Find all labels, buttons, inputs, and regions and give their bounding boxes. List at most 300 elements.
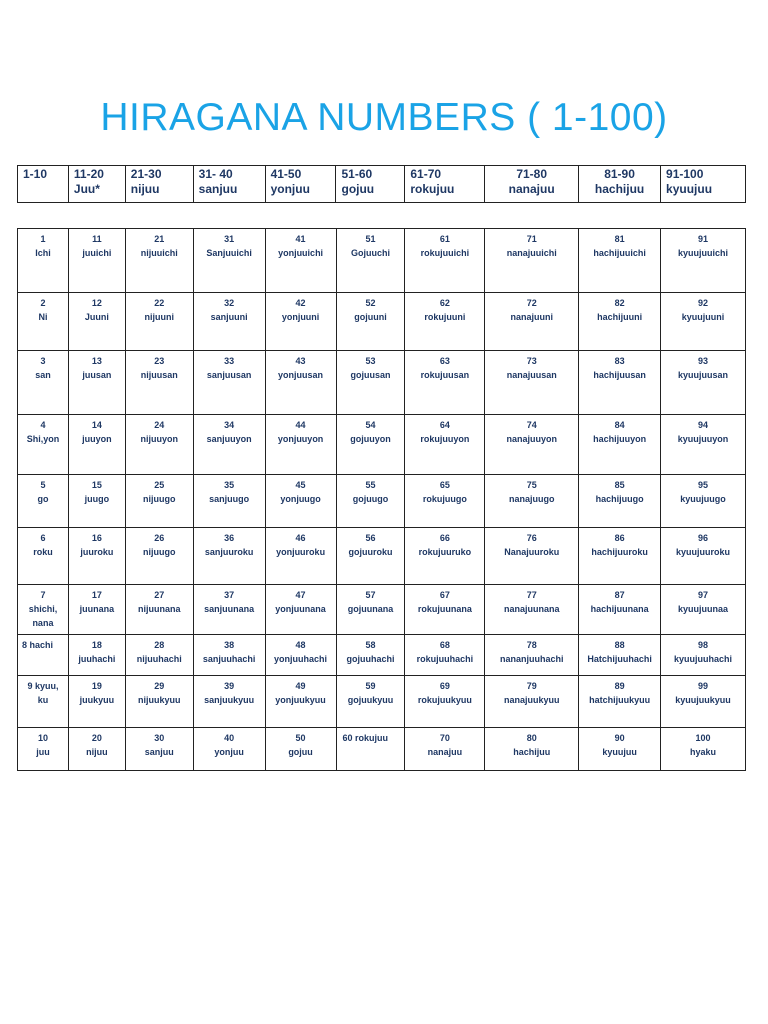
number-reading: kyuujuugo	[680, 494, 726, 504]
number-cell	[661, 229, 746, 293]
number-value: 46	[295, 533, 306, 543]
number-reading: kyuujuusan	[678, 370, 729, 380]
number-value: 100	[695, 733, 711, 743]
number-cell	[336, 528, 405, 585]
number-value: 53	[365, 356, 376, 366]
number-value: 19	[91, 681, 102, 691]
header-name: nijuu	[130, 182, 160, 196]
number-reading: yonjuuichi	[278, 248, 324, 258]
number-reading: yonjuuyon	[277, 434, 324, 444]
number-cell	[125, 475, 193, 528]
number-reading: juuichi	[82, 248, 112, 258]
number-value: 51	[365, 234, 376, 244]
number-value: 27	[154, 590, 165, 600]
number-value: 67	[439, 590, 450, 600]
number-value: 18	[91, 640, 102, 650]
number-cell	[579, 635, 661, 676]
number-value: 87	[614, 590, 625, 600]
number-reading: sanjuuhachi	[202, 654, 256, 664]
number-reading: yonjuugo	[280, 494, 321, 504]
number-reading: san	[35, 370, 51, 380]
number-value: 69	[439, 681, 450, 691]
header-cell-31-40	[193, 166, 265, 203]
number-value: 57	[365, 590, 376, 600]
number-cell	[661, 528, 746, 585]
number-reading: yonjuukyuu	[275, 695, 326, 705]
header-name: nanajuu	[508, 182, 555, 196]
number-cell	[485, 475, 579, 528]
number-reading: juugo	[84, 494, 110, 504]
number-value: 91	[698, 234, 709, 244]
number-cell	[336, 293, 405, 351]
number-reading: sanjuuni	[210, 312, 248, 322]
number-cell	[193, 293, 265, 351]
number-reading: kyuujuukyuu	[675, 695, 731, 705]
number-cell	[405, 676, 485, 728]
number-cell	[661, 676, 746, 728]
header-name: gojuu	[341, 182, 375, 196]
number-value: 97	[698, 590, 709, 600]
number-cell	[661, 635, 746, 676]
number-cell	[485, 676, 579, 728]
number-reading: rokujuuyon	[420, 434, 470, 444]
number-value: 48	[295, 640, 306, 650]
header-name: yonjuu	[270, 182, 310, 196]
number-cell	[336, 475, 405, 528]
number-cell	[68, 635, 125, 676]
header-cell-21-30	[125, 166, 193, 203]
number-reading: hachijuuni	[597, 312, 643, 322]
decade-header-row	[18, 166, 746, 203]
number-reading: hachijuuyon	[593, 434, 647, 444]
header-range: 61-70	[410, 167, 442, 181]
number-cell	[193, 528, 265, 585]
number-cell	[265, 475, 336, 528]
number-value: 50	[295, 733, 306, 743]
number-value: 55	[365, 480, 376, 490]
number-value: 11	[92, 234, 102, 244]
header-range: 71-80	[516, 167, 548, 181]
number-cell	[125, 293, 193, 351]
number-value: 61	[439, 234, 450, 244]
number-reading: yonjuu	[214, 747, 244, 757]
header-cell-1-10	[18, 166, 69, 203]
number-cell	[265, 415, 336, 475]
number-value: 22	[154, 298, 165, 308]
number-reading: nijuuyon	[140, 434, 178, 444]
header-name: rokujuu	[410, 182, 455, 196]
number-cell	[125, 229, 193, 293]
number-reading: hachijuugo	[595, 494, 644, 504]
header-name: kyuujuu	[666, 182, 713, 196]
number-cell	[193, 351, 265, 415]
number-value: 98	[698, 640, 709, 650]
number-value: 77	[526, 590, 537, 600]
number-value: 10	[37, 733, 48, 743]
number-reading: roku	[33, 547, 53, 557]
number-cell	[579, 676, 661, 728]
number-reading: nanajuunana	[503, 604, 560, 614]
number-value: 93	[698, 356, 709, 366]
number-reading: hachijuuroku	[591, 547, 648, 557]
number-cell	[661, 475, 746, 528]
number-cell	[125, 528, 193, 585]
table-row	[18, 528, 746, 585]
number-value: 41	[295, 234, 306, 244]
number-cell	[125, 728, 193, 771]
number-reading: nijuuhachi	[136, 654, 182, 664]
number-cell	[336, 635, 405, 676]
number-reading: rokujuuruko	[418, 547, 472, 557]
table-row	[18, 728, 746, 771]
number-cell	[265, 528, 336, 585]
number-value: 94	[698, 420, 709, 430]
number-cell	[265, 635, 336, 676]
number-reading: yonjuunana	[275, 604, 326, 614]
number-cell	[265, 585, 336, 635]
number-cell	[193, 229, 265, 293]
number-value: 80	[526, 733, 537, 743]
number-value: 92	[698, 298, 709, 308]
number-reading: yonjuuhachi	[274, 654, 328, 664]
table-row	[18, 415, 746, 475]
number-cell	[336, 229, 405, 293]
number-cell	[18, 475, 69, 528]
number-value: 8 hachi	[22, 640, 54, 650]
number-value: 2	[40, 298, 46, 308]
number-reading: nanajuugo	[508, 494, 555, 504]
number-reading: rokujuuhachi	[416, 654, 474, 664]
number-value: 73	[526, 356, 537, 366]
number-reading: rokujuuichi	[420, 248, 470, 258]
number-cell	[405, 351, 485, 415]
number-reading: Gojuuchi	[350, 248, 390, 258]
number-value: 63	[439, 356, 450, 366]
header-range: 91-100	[666, 167, 704, 181]
header-cell-41-50	[265, 166, 336, 203]
number-cell	[485, 528, 579, 585]
number-cell	[18, 415, 69, 475]
number-value: 82	[614, 298, 625, 308]
number-value: 39	[224, 681, 235, 691]
number-cell	[125, 415, 193, 475]
number-value: 86	[614, 533, 625, 543]
number-reading: kyuujuuhachi	[674, 654, 733, 664]
number-cell	[485, 229, 579, 293]
number-reading: nijuunana	[138, 604, 181, 614]
number-value: 72	[526, 298, 537, 308]
number-reading: hachijuunana	[590, 604, 649, 614]
number-reading: rokujuukyuu	[417, 695, 472, 705]
table-row	[18, 351, 746, 415]
number-value: 40	[224, 733, 235, 743]
number-value: 74	[526, 420, 537, 430]
number-cell	[579, 351, 661, 415]
number-reading: Nanajuuroku	[504, 547, 560, 557]
number-reading: kyuujuuroku	[676, 547, 731, 557]
number-value: 56	[365, 533, 376, 543]
number-value: 33	[224, 356, 235, 366]
number-value: 54	[365, 420, 376, 430]
number-cell	[579, 528, 661, 585]
number-reading: sanjuunana	[204, 604, 255, 614]
number-reading: nijuukyuu	[138, 695, 181, 705]
number-reading: rokujuugo	[422, 494, 467, 504]
number-value: 99	[698, 681, 709, 691]
number-value: 36	[224, 533, 235, 543]
number-reading: juuhachi	[78, 654, 116, 664]
number-reading: juuroku	[80, 547, 114, 557]
number-value: 65	[439, 480, 450, 490]
number-reading: gojuukyuu	[347, 695, 394, 705]
number-value: 64	[439, 420, 450, 430]
number-value: 7	[40, 590, 46, 600]
header-range: 51-60	[341, 167, 373, 181]
number-value: 5	[40, 480, 46, 490]
number-cell	[18, 676, 69, 728]
header-range: 31- 40	[198, 167, 233, 181]
number-value: 44	[295, 420, 306, 430]
number-cell	[579, 415, 661, 475]
number-reading: rokujuusan	[420, 370, 470, 380]
header-cell-91-100	[661, 166, 746, 203]
header-cell-71-80	[485, 166, 579, 203]
number-value: 35	[224, 480, 235, 490]
number-reading: juu	[36, 747, 50, 757]
number-value: 1	[40, 234, 46, 244]
number-value: 96	[698, 533, 709, 543]
number-cell	[405, 293, 485, 351]
number-reading: shichi,	[28, 604, 58, 614]
number-cell	[579, 585, 661, 635]
number-cell	[661, 351, 746, 415]
number-value: 84	[614, 420, 625, 430]
number-reading: sanjuuyon	[206, 434, 252, 444]
number-value: 28	[154, 640, 165, 650]
number-value: 3	[40, 356, 46, 366]
number-cell	[68, 475, 125, 528]
number-reading: nijuuni	[144, 312, 174, 322]
number-cell	[68, 728, 125, 771]
number-cell	[265, 351, 336, 415]
table-row	[18, 229, 746, 293]
number-reading: gojuugo	[352, 494, 389, 504]
number-reading: yonjuuroku	[276, 547, 326, 557]
number-value: 30	[154, 733, 165, 743]
number-cell	[193, 475, 265, 528]
number-value: 14	[91, 420, 102, 430]
number-value: 38	[224, 640, 235, 650]
number-cell	[336, 676, 405, 728]
number-value: 75	[526, 480, 537, 490]
header-range: 81-90	[604, 167, 635, 181]
number-reading: Hatchijuuhachi	[587, 654, 652, 664]
number-cell	[336, 585, 405, 635]
number-value: 20	[91, 733, 102, 743]
number-cell	[485, 415, 579, 475]
header-cell-61-70	[405, 166, 485, 203]
number-reading: gojuuyon	[350, 434, 391, 444]
number-cell	[579, 293, 661, 351]
number-cell	[336, 351, 405, 415]
number-value: 58	[365, 640, 376, 650]
number-reading: yonjuusan	[278, 370, 324, 380]
number-reading: Ni	[38, 312, 48, 322]
header-name: sanjuu	[198, 182, 238, 196]
number-cell	[18, 351, 69, 415]
number-reading: sanjuuroku	[204, 547, 254, 557]
header-range: 11-20	[73, 167, 104, 181]
number-reading: rokujuuni	[424, 312, 466, 322]
numbers-table	[17, 228, 746, 771]
number-value: 47	[295, 590, 306, 600]
number-cell	[405, 415, 485, 475]
number-cell	[68, 528, 125, 585]
number-cell	[405, 635, 485, 676]
number-reading: gojuuhachi	[346, 654, 395, 664]
number-reading: juusan	[82, 370, 112, 380]
number-value: 70	[439, 733, 450, 743]
number-reading: nanajuu	[427, 747, 463, 757]
header-cell-51-60	[336, 166, 405, 203]
number-reading: kyuujuu	[602, 747, 637, 757]
number-reading: hachijuu	[513, 747, 551, 757]
number-cell	[193, 585, 265, 635]
number-reading: nanajuukyuu	[503, 695, 560, 705]
number-cell	[265, 293, 336, 351]
number-reading: go	[37, 494, 49, 504]
number-value: 42	[295, 298, 306, 308]
number-reading: sanjuu	[144, 747, 174, 757]
number-reading: juuyon	[82, 434, 112, 444]
header-name: hachijuu	[594, 182, 645, 196]
number-cell	[125, 585, 193, 635]
number-value: 83	[614, 356, 625, 366]
number-value: 45	[295, 480, 306, 490]
number-cell	[193, 415, 265, 475]
number-cell	[579, 229, 661, 293]
number-reading: Shi,yon	[26, 434, 60, 444]
number-cell	[485, 351, 579, 415]
number-reading: kyuujuunaa	[678, 604, 729, 614]
number-value: 6	[40, 533, 46, 543]
number-cell	[485, 635, 579, 676]
number-reading: nananjuuhachi	[499, 654, 564, 664]
header-range: 21-30	[130, 167, 162, 181]
number-value: 76	[526, 533, 537, 543]
header-cell-11-20	[68, 166, 125, 203]
number-cell	[18, 635, 69, 676]
table-row	[18, 635, 746, 676]
number-reading: nijuu	[86, 747, 108, 757]
number-reading: Ichi	[35, 248, 51, 258]
number-value: 49	[295, 681, 306, 691]
number-reading: nijuusan	[140, 370, 178, 380]
number-value: 79	[526, 681, 537, 691]
number-reading: hachijuuichi	[593, 248, 646, 258]
number-reading: kyuujuuichi	[678, 248, 729, 258]
number-reading: gojuunana	[347, 604, 394, 614]
number-reading: gojuuni	[354, 312, 387, 322]
number-value: 71	[526, 234, 537, 244]
number-cell	[579, 728, 661, 771]
table-row	[18, 585, 746, 635]
number-value: 66	[439, 533, 450, 543]
header-range: 41-50	[270, 167, 302, 181]
table-row	[18, 475, 746, 528]
number-reading: kyuujuuni	[681, 312, 725, 322]
number-cell	[265, 229, 336, 293]
number-value: 16	[91, 533, 102, 543]
number-cell	[68, 676, 125, 728]
number-cell	[661, 585, 746, 635]
number-cell	[68, 351, 125, 415]
number-value: 78	[526, 640, 537, 650]
number-cell	[579, 475, 661, 528]
number-cell	[485, 293, 579, 351]
number-reading: yonjuuni	[281, 312, 320, 322]
number-reading: gojuu	[288, 747, 313, 757]
number-value: 24	[154, 420, 165, 430]
number-cell	[68, 229, 125, 293]
number-value: 13	[91, 356, 102, 366]
number-value: 68	[439, 640, 450, 650]
number-value: 32	[224, 298, 235, 308]
header-cell-81-90	[579, 166, 661, 203]
number-value: 37	[224, 590, 235, 600]
number-reading: gojuuroku	[348, 547, 393, 557]
number-reading: gojuusan	[350, 370, 391, 380]
number-value: 17	[91, 590, 102, 600]
number-reading: juukyuu	[79, 695, 115, 705]
number-cell	[661, 415, 746, 475]
number-value: 89	[614, 681, 625, 691]
number-reading: nana	[32, 618, 54, 628]
header-name: Juu*	[73, 182, 100, 196]
number-cell	[661, 293, 746, 351]
number-cell	[193, 676, 265, 728]
number-cell	[265, 728, 336, 771]
number-cell	[18, 293, 69, 351]
number-value: 81	[614, 234, 625, 244]
number-reading: rokujuunana	[417, 604, 472, 614]
number-cell	[125, 351, 193, 415]
number-value: 25	[154, 480, 165, 490]
number-value: 9 kyuu,	[27, 681, 59, 691]
number-reading: sanjuusan	[206, 370, 252, 380]
number-cell	[68, 415, 125, 475]
number-value: 52	[365, 298, 376, 308]
number-value: 34	[224, 420, 235, 430]
number-value: 62	[439, 298, 450, 308]
number-reading: nanajuuni	[510, 312, 553, 322]
number-cell	[405, 585, 485, 635]
number-cell	[265, 676, 336, 728]
number-value: 26	[154, 533, 165, 543]
number-reading: kyuujuuyon	[677, 434, 729, 444]
number-reading: hatchijuukyuu	[589, 695, 651, 705]
table-row	[18, 293, 746, 351]
number-cell	[18, 528, 69, 585]
number-cell	[405, 229, 485, 293]
number-cell	[485, 585, 579, 635]
number-reading: Juuni	[84, 312, 109, 322]
number-value: 23	[154, 356, 165, 366]
number-cell	[18, 229, 69, 293]
number-reading: hyaku	[690, 747, 717, 757]
number-cell	[68, 293, 125, 351]
number-cell	[125, 635, 193, 676]
